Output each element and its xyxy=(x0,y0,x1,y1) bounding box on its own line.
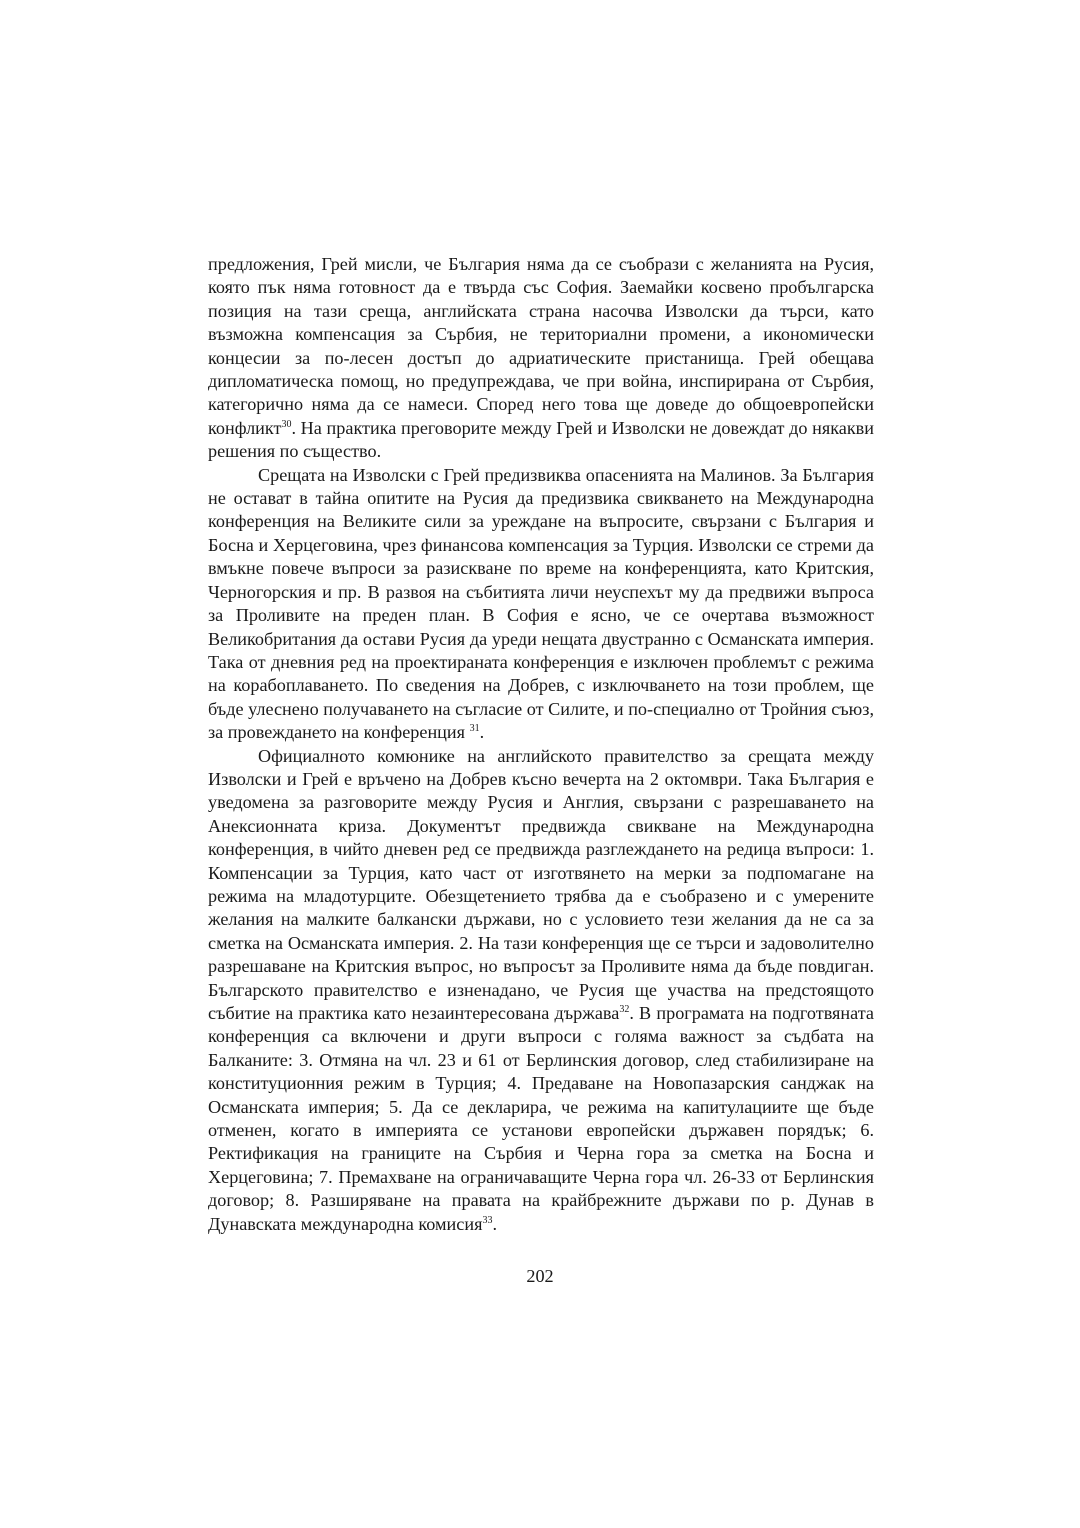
footnote-ref-30: 30 xyxy=(281,418,292,430)
paragraph-2-text-b: . xyxy=(479,722,485,743)
paragraph-1-text-a: предложения, Грей мисли, че България няма да се съобрази с желанията на Русия, която пък няма готовност да е твърда със София. Заемайки косвено пробългарска позиция на тази среща, английската страна насочва Изволски да търси, като възможна компенсация за Сърбия, не териториални промени, а икономически концесии за по-лесен достъп до адриатическите пристанища. Грей обещава дипломатическа помощ, но предупреждава, че при война, инспирирана от Сърбия, категорично няма да се намеси. Според него това ще доведе до общоевропейски конфликт xyxy=(208,254,874,438)
paragraph-3-text-b: . В програмата на подготвяната конференция са включени и други въпроси с голяма важност за съдбата на Балканите: 3. Отмяна на чл. 23 и 61 от Берлинския договор, след стабилизиране на конституционния режим в Турция; 4. Предаване на Новопазарския санджак на Османската империя; 5. Да се декларира, че режима на капитулациите ще бъде отменен, когато в империята се установи европейски държавен порядък; 6. Ректификация на границите на Сърбия и Черна гора за сметка на Босна и Херцеговина; 7. Премахване на ограничаващите Черна гора чл. 26-33 от Берлинския договор; 8. Разширяване на правата на крайбрежните държави по р. Дунав в Дунавската международна комисия xyxy=(208,1003,874,1234)
footnote-ref-31: 31 xyxy=(469,723,480,735)
paragraph-1 xyxy=(208,253,874,464)
paragraph-2-text-a: Срещата на Изволски с Грей предизвиква опасенията на Малинов. За България не остават в тайна опитите на Русия да предизвика свикването на Международна конференция на Великите сили за уреждане на въпросите, свързани с България и Босна и Херцеговина, чрез финансова компенсация за Турция. Изволски се стреми да вмъкне повече въпроси за разискване по време на конференцията, като Критския, Черногорския и пр. В развоя на събитията личи неуспехът му да предвижи въпроса за Проливите на преден план. В София е ясно, че се очертава възможност Великобритания да остави Русия да уреди нещата двустранно с Османската империя. Така от дневния ред на проектираната конференция е изключен проблемът с режима на корабоплаването. По сведения на Добрев, с изключването на този проблем, ще бъде улеснено получаването на съгласие от Силите, и по-специално от Тройния съюз, за провеждането на конференция xyxy=(208,464,874,743)
paragraph-3-text-c: . xyxy=(492,1213,498,1234)
paragraph-3 xyxy=(208,745,874,1237)
body-text xyxy=(208,253,874,1236)
footnote-ref-32: 32 xyxy=(619,1003,630,1015)
paragraph-3-text-a: Официалното комюнике на английското правителство за срещата между Изволски и Грей е връчено на Добрев късно вечерта на 2 октомври. Така България е уведомена за разговорите между Русия и Англия, свързани с разрешаването на Анексионната криза. Документът предвижда свикване на Международна конференция, в чийто дневен ред се предвижда разглеждането на редица въпроси: 1. Компенсации за Турция, като част от изготвянето на мерки за подпомагане на режима на младотурците. Обезщетението трябва да е съобразено и с умерените желания на малките балкански държави, но с условието тези желания да не са за сметка на Османската империя. 2. На тази конференция ще се търси и задоволително разрешаване на Критския въпрос, но въпросът за Проливите няма да бъде повдиган. Българското правителство е изненадано, че Русия ще участва на предстоящото събитие на практика като незаинтересована държава xyxy=(208,745,874,1023)
footnote-ref-33: 33 xyxy=(482,1214,493,1226)
paragraph-1-text-b: . На практика преговорите между Грей и Изволски не довеждат до някакви решения по същество. xyxy=(208,417,874,462)
page-number: 202 xyxy=(526,1266,554,1286)
paragraph-2 xyxy=(208,464,874,745)
